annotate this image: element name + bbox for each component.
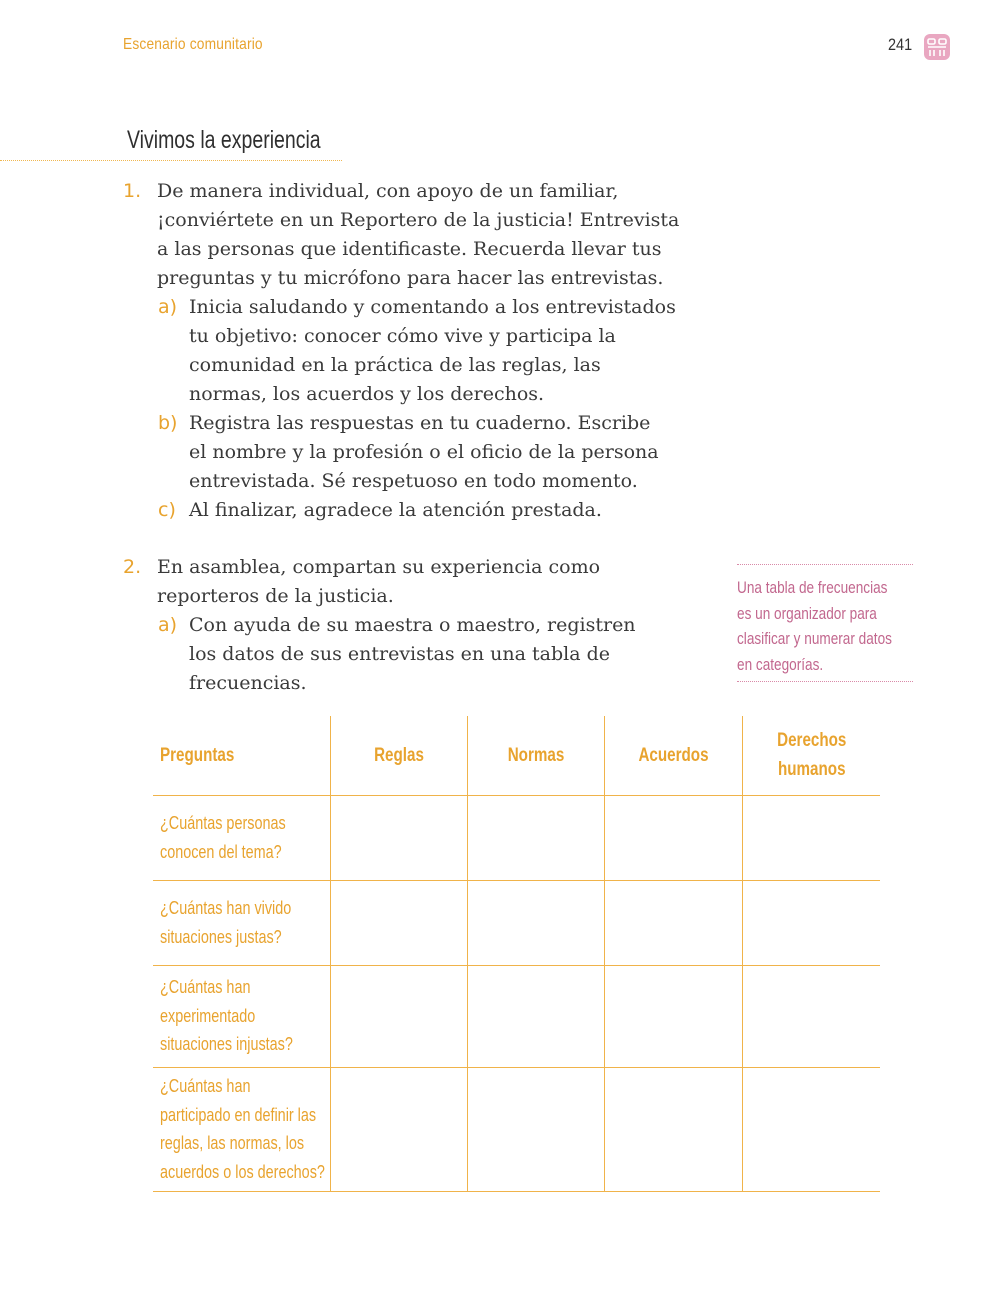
header-label: Preguntas (160, 744, 235, 766)
question-line: acuerdos o los derechos? (160, 1161, 325, 1182)
answer-cell[interactable] (330, 795, 467, 880)
table-row (153, 880, 880, 965)
question-cell (153, 965, 330, 1067)
section-title-rule (0, 160, 342, 161)
column-header-normas (467, 716, 604, 795)
text-line: los datos de sus entrevistas en una tabla de (189, 643, 610, 665)
answer-cell[interactable] (330, 965, 467, 1067)
question-line: ¿Cuántas personas (160, 813, 286, 833)
header-label: Reglas (373, 744, 424, 766)
text-line: el nombre y la profesión o el oficio de la persona (189, 441, 659, 463)
answer-cell[interactable] (330, 880, 467, 965)
answer-cell[interactable] (742, 795, 880, 880)
answer-cell[interactable] (604, 880, 742, 965)
text-line: En asamblea, compartan su experiencia como (157, 556, 601, 578)
table-row (153, 965, 880, 1067)
text-line: frecuencias. (189, 672, 307, 694)
text-line: Inicia saludando y comentando a los entrevistados (189, 296, 676, 318)
question-line: reglas, las normas, los (160, 1133, 305, 1153)
header-label-line: humanos (777, 759, 846, 781)
answer-cell[interactable] (742, 1067, 880, 1191)
answer-cell[interactable] (604, 965, 742, 1067)
activity-2-text (157, 553, 600, 611)
text-line: preguntas y tu micrófono para hacer las entrevistas. (157, 267, 664, 289)
header-label: Acuerdos (637, 744, 709, 766)
step-letter: b) (158, 412, 178, 434)
table-header-row (153, 716, 880, 795)
step-c-text (189, 496, 602, 525)
table-row (153, 1067, 880, 1191)
page-number: 241 (888, 35, 913, 54)
answer-cell[interactable] (604, 1067, 742, 1191)
activity-1-number: 1. (123, 180, 142, 202)
activity-2-step-a-text (189, 611, 636, 698)
answer-cell[interactable] (742, 880, 880, 965)
step-b-text (189, 409, 659, 496)
text-line: De manera individual, con apoyo de un familiar, (157, 180, 619, 202)
question-line: situaciones injustas? (160, 1034, 293, 1055)
question-cell (153, 880, 330, 965)
column-header-acuerdos (604, 716, 742, 795)
question-line: experimentado (160, 1005, 256, 1026)
text-line: tu objetivo: conocer cómo vive y participa la (189, 325, 616, 347)
text-line: es un organizador para (737, 603, 877, 623)
question-line: situaciones justas? (160, 926, 282, 947)
answer-cell[interactable] (467, 795, 604, 880)
step-letter: c) (158, 499, 176, 521)
text-line: en categorías. (737, 654, 824, 674)
frequency-table (153, 716, 880, 1192)
answer-cell[interactable] (467, 1067, 604, 1191)
text-line: ¡conviértete en un Reportero de la justicia! Entrevista (157, 209, 680, 231)
column-header-preguntas (153, 716, 330, 795)
text-line: comunidad en la práctica de las reglas, las (189, 354, 601, 376)
answer-cell[interactable] (467, 880, 604, 965)
text-line: a las personas que identificaste. Recuerda llevar tus (157, 238, 662, 260)
column-header-reglas (330, 716, 467, 795)
activity-2-number: 2. (123, 556, 142, 578)
text-line: clasificar y numerar datos (737, 629, 892, 648)
question-cell (153, 1067, 330, 1191)
step-letter: a) (158, 614, 178, 636)
text-line: reporteros de la justicia. (157, 585, 394, 607)
answer-cell[interactable] (467, 965, 604, 1067)
community-scenario-icon (923, 33, 951, 61)
text-line: Al finalizar, agradece la atención prestada. (189, 499, 602, 521)
section-title: Vivimos la experiencia (127, 126, 321, 154)
text-line: Registra las respuestas en tu cuaderno. Escribe (189, 412, 651, 434)
header-section-label: Escenario comunitario (123, 36, 263, 53)
text-line: entrevistada. Sé respetuoso en todo momento. (189, 470, 638, 492)
text-line: normas, los acuerdos y los derechos. (189, 383, 545, 405)
question-cell (153, 795, 330, 880)
header-label-line: Derechos (776, 730, 846, 752)
question-line: ¿Cuántas han (160, 977, 251, 998)
step-a-text (189, 293, 676, 409)
sidenote-box (737, 564, 913, 682)
table-row (153, 795, 880, 880)
answer-cell[interactable] (604, 795, 742, 880)
column-header-derechos-humanos (742, 716, 880, 795)
activity-1-text (157, 177, 679, 293)
text-line: Con ayuda de su maestra o maestro, registren (189, 614, 636, 636)
sidenote-text (737, 575, 901, 677)
question-line: ¿Cuántas han (160, 1076, 251, 1096)
header-label: Normas (507, 744, 564, 766)
answer-cell[interactable] (330, 1067, 467, 1191)
question-line: conocen del tema? (160, 841, 282, 862)
answer-cell[interactable] (742, 965, 880, 1067)
question-line: participado en definir las (160, 1104, 317, 1125)
step-letter: a) (158, 296, 178, 318)
question-line: ¿Cuántas han vivido (160, 898, 292, 918)
text-line: Una tabla de frecuencias (737, 578, 888, 597)
